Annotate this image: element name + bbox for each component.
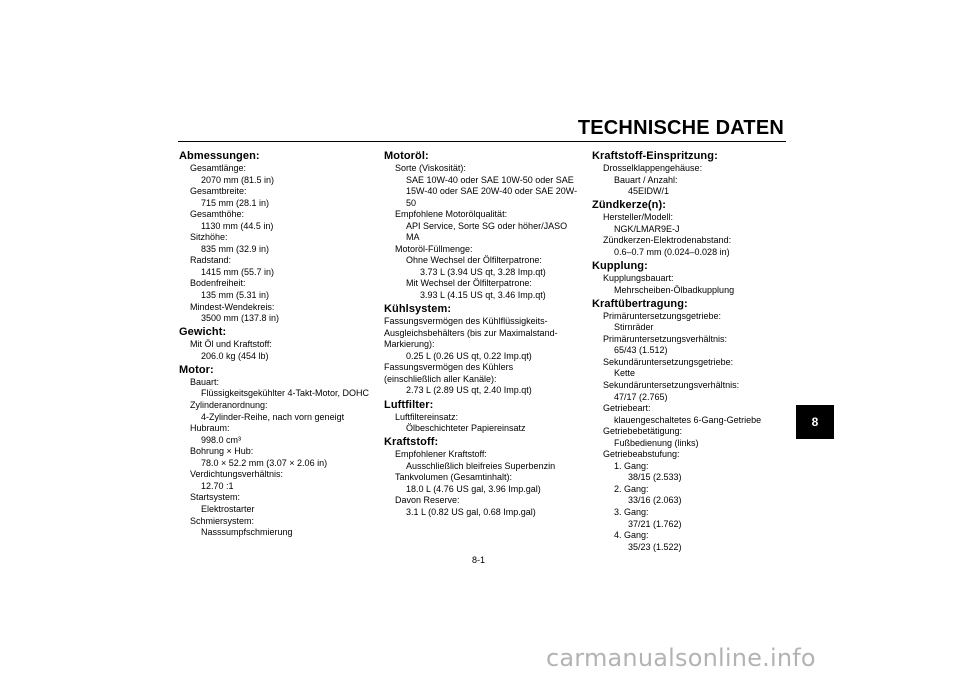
spec-label: Mit Öl und Kraftstoff: <box>190 339 272 350</box>
spec-value: NGK/LMAR9E-J <box>614 223 680 234</box>
spec-value: 2070 mm (81.5 in) <box>201 174 275 185</box>
page-title: TECHNISCHE DATEN <box>577 117 784 139</box>
section-heading: Gewicht: <box>179 326 227 339</box>
spec-text: Fassungsvermögen des Kühlers <box>384 362 514 373</box>
spec-label: Primäruntersetzungsverhältnis: <box>603 333 728 344</box>
spec-value: 0.6–0.7 mm (0.024–0.028 in) <box>614 246 730 257</box>
spec-label: Startsystem: <box>190 492 241 503</box>
spec-value: 3500 mm (137.8 in) <box>201 313 280 324</box>
spec-label: Hubraum: <box>190 423 230 434</box>
spec-value: 47/17 (2.765) <box>614 391 668 402</box>
spec-label: Drosselklappengehäuse: <box>603 163 703 173</box>
spec-column-1 <box>179 150 379 539</box>
spec-label: Schmiersystem: <box>190 515 255 526</box>
section-heading: Motoröl: <box>384 150 429 162</box>
spec-value: Ausschließlich bleifreies Superbenzin <box>406 460 556 471</box>
spec-label: Hersteller/Modell: <box>603 212 674 223</box>
spec-label: Bohrung × Hub: <box>190 446 254 457</box>
spec-value: 135 mm (5.31 in) <box>201 290 270 301</box>
spec-subvalue: 3.93 L (4.15 US qt, 3.46 Imp.qt) <box>420 290 546 301</box>
spec-text: Fassungsvermögen des Kühlflüssigkeits- <box>384 316 548 327</box>
spec-label: Getriebeabstufung: <box>603 449 680 460</box>
spec-value: Fußbedienung (links) <box>614 437 699 448</box>
spec-value: Ohne Wechsel der Ölfilterpatrone: <box>406 255 542 266</box>
title-rule <box>178 141 786 142</box>
spec-value: 65/43 (1.512) <box>614 345 668 356</box>
spec-label: Bauart: <box>190 376 220 387</box>
spec-label: Motoröl-Füllmenge: <box>395 243 473 254</box>
section-heading: Abmessungen: <box>179 150 260 162</box>
section-heading: Zündkerze(n): <box>592 199 667 212</box>
spec-label: Davon Reserve: <box>395 495 460 506</box>
spec-label: Sorte (Viskosität): <box>395 163 466 173</box>
spec-label: Sekundäruntersetzungsgetriebe: <box>603 356 734 367</box>
spec-value: SAE 10W-40 oder SAE 10W-50 oder SAE <box>406 174 574 185</box>
spec-value: 3. Gang: <box>614 507 649 517</box>
spec-subvalue: 45EIDW/1 <box>628 186 670 197</box>
spec-value: 2.73 L (2.89 US qt, 2.40 Imp.qt) <box>406 385 532 396</box>
spec-subvalue: 33/16 (2.063) <box>628 495 682 506</box>
spec-label: Primäruntersetzungsgetriebe: <box>603 310 722 321</box>
spec-value: 0.25 L (0.26 US qt, 0.22 Imp.qt) <box>406 350 532 361</box>
spec-value: 1415 mm (55.7 in) <box>201 266 275 277</box>
spec-value: klauengeschaltetes 6-Gang-Getriebe <box>614 414 762 425</box>
spec-column-3 <box>592 150 792 553</box>
spec-value: API Service, Sorte SG oder höher/JASO <box>406 220 568 231</box>
spec-value: Mehrscheiben-Ölbadkupplung <box>614 284 735 295</box>
spec-column-2 <box>384 150 584 519</box>
spec-value: 4. Gang: <box>614 530 649 541</box>
spec-value: Elektrostarter <box>201 503 255 514</box>
spec-value: 50 <box>406 197 417 208</box>
spec-label: Sekundäruntersetzungsverhältnis: <box>603 379 740 390</box>
spec-value: 4-Zylinder-Reihe, nach vorn geneigt <box>201 411 345 422</box>
spec-label: Getriebeart: <box>603 403 651 414</box>
spec-value: Stirnräder <box>614 322 654 333</box>
spec-value: 2. Gang: <box>614 483 649 494</box>
spec-subvalue: 3.73 L (3.94 US qt, 3.28 Imp.qt) <box>420 266 546 277</box>
spec-value: 12.70 :1 <box>201 480 234 491</box>
spec-subvalue: 38/15 (2.533) <box>628 472 682 483</box>
spec-value: 18.0 L (4.76 US gal, 3.96 Imp.gal) <box>406 483 541 494</box>
spec-label: Luftfiltereinsatz: <box>395 411 459 422</box>
chapter-tab: 8 <box>796 405 834 439</box>
spec-label: Verdichtungsverhältnis: <box>190 469 284 480</box>
spec-value: 835 mm (32.9 in) <box>201 243 270 254</box>
spec-label: Gesamtbreite: <box>190 186 247 197</box>
spec-label: Sitzhöhe: <box>190 232 228 243</box>
section-heading: Luftfilter: <box>384 398 434 411</box>
spec-label: Empfohlener Kraftstoff: <box>395 449 487 460</box>
spec-value: 1130 mm (44.5 in) <box>201 220 274 231</box>
spec-label: Zündkerzen-Elektrodenabstand: <box>603 235 732 246</box>
spec-label: Zylinderanordnung: <box>190 400 268 411</box>
spec-value: 1. Gang: <box>614 460 649 471</box>
spec-value: MA <box>406 232 420 243</box>
spec-value: Ölbeschichteter Papiereinsatz <box>406 423 526 434</box>
spec-label: Kupplungsbauart: <box>603 273 674 284</box>
section-heading: Kraftstoff-Einspritzung: <box>592 150 718 162</box>
spec-label: Empfohlene Motorölqualität: <box>395 209 508 220</box>
spec-value: 78.0 × 52.2 mm (3.07 × 2.06 in) <box>201 457 328 468</box>
spec-value: 715 mm (28.1 in) <box>201 197 270 208</box>
spec-value: Flüssigkeitsgekühlter 4-Takt-Motor, DOHC <box>201 388 370 399</box>
spec-label: Gesamtlänge: <box>190 163 247 173</box>
spec-text: Markierung): <box>384 339 435 350</box>
watermark: carmanualsonline.info <box>546 644 816 672</box>
section-heading: Kraftstoff: <box>384 436 439 449</box>
spec-label: Radstand: <box>190 255 232 266</box>
spec-value: Mit Wechsel der Ölfilterpatrone: <box>406 278 532 289</box>
spec-value: Nasssumpfschmierung <box>201 527 293 538</box>
spec-label: Getriebebetätigung: <box>603 426 683 437</box>
spec-value: 15W-40 oder SAE 20W-40 oder SAE 20W- <box>406 186 578 197</box>
spec-label: Mindest-Wendekreis: <box>190 301 275 312</box>
section-heading: Kraftübertragung: <box>592 297 688 310</box>
spec-value: 206.0 kg (454 lb) <box>201 350 269 361</box>
spec-text: Ausgleichsbehälters (bis zur Maximalstand- <box>384 327 558 338</box>
spec-text: (einschließlich aller Kanäle): <box>384 373 497 384</box>
section-heading: Kühlsystem: <box>384 303 452 316</box>
spec-label: Gesamthöhe: <box>190 209 245 220</box>
spec-label: Bodenfreiheit: <box>190 278 246 289</box>
spec-value: 3.1 L (0.82 US gal, 0.68 Imp.gal) <box>406 507 536 517</box>
spec-subvalue: 37/21 (1.762) <box>628 518 682 529</box>
section-heading: Kupplung: <box>592 260 648 273</box>
section-heading: Motor: <box>179 363 214 376</box>
spec-value: Bauart / Anzahl: <box>614 174 678 185</box>
spec-label: Tankvolumen (Gesamtinhalt): <box>395 472 513 483</box>
page-number: 8-1 <box>472 555 486 565</box>
spec-value: 998.0 cm³ <box>201 434 242 445</box>
spec-value: Kette <box>614 368 636 379</box>
spec-subvalue: 35/23 (1.522) <box>628 541 682 552</box>
